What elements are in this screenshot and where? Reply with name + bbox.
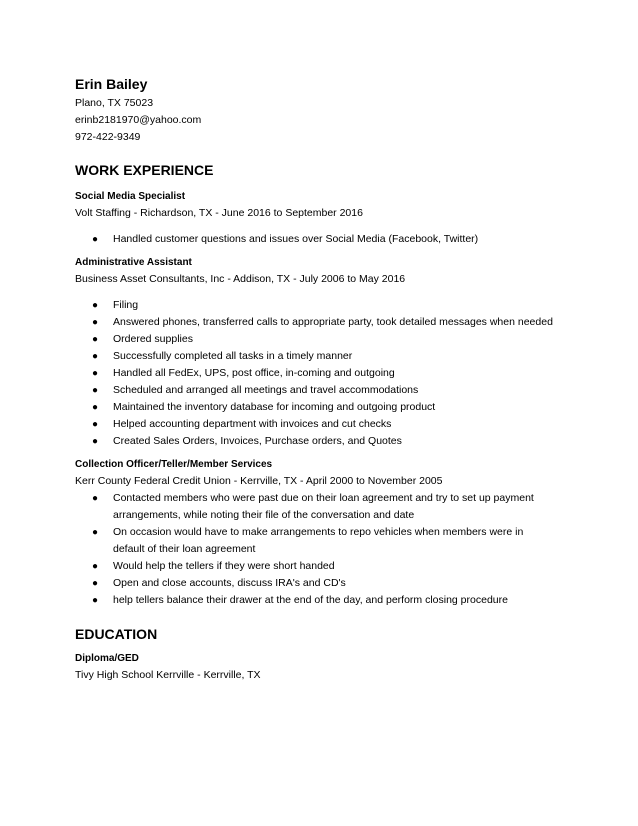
duty-list [75, 490, 595, 609]
job-company: Kerr County Federal Credit Union - Kerrville, TX - April 2000 to November 2005 [75, 475, 443, 487]
duty-item: ● Helped accounting department with invoices and cut checks [75, 416, 595, 433]
degree: Diploma/GED [75, 653, 139, 664]
resume-page [75, 75, 595, 684]
job-entry [75, 189, 595, 248]
job-title: Social Media Specialist [75, 191, 186, 202]
duty-item: ● Open and close accounts, discuss IRA's and CD's [75, 575, 595, 592]
bullet-icon: ● [92, 234, 99, 245]
work-experience-heading: WORK EXPERIENCE [75, 162, 214, 178]
job-title: Collection Officer/Teller/Member Services [75, 459, 273, 470]
education-heading: EDUCATION [75, 626, 158, 642]
bullet-icon: ● [92, 493, 99, 504]
job-company: Volt Staffing - Richardson, TX - June 2016 to September 2016 [75, 207, 363, 219]
duty-item: ● Scheduled and arranged all meetings and travel accommodations [75, 382, 595, 399]
bullet-icon: ● [92, 351, 99, 362]
school: Tivy High School Kerrville - Kerrville, TX [75, 669, 261, 681]
duty-item: ● Successfully completed all tasks in a timely manner [75, 348, 595, 365]
bullet-icon: ● [92, 300, 99, 311]
candidate-name: Erin Bailey [75, 76, 148, 92]
phone: 972-422-9349 [75, 131, 141, 143]
education-entry [75, 651, 595, 684]
bullet-icon: ● [92, 436, 99, 447]
bullet-icon: ● [92, 402, 99, 413]
bullet-icon: ● [92, 561, 99, 572]
bullet-icon: ● [92, 578, 99, 589]
duty-item: ● Maintained the inventory database for incoming and outgoing product [75, 399, 595, 416]
duty-item: ● help tellers balance their drawer at the end of the day, and perform closing procedure [75, 592, 595, 609]
job-entry [75, 255, 595, 450]
bullet-icon: ● [92, 419, 99, 430]
job-title: Administrative Assistant [75, 257, 192, 268]
job-entry [75, 457, 595, 609]
duty-item: ● Ordered supplies [75, 331, 595, 348]
duty-item: ● Answered phones, transferred calls to appropriate party, took detailed messages when needed [75, 314, 595, 331]
bullet-icon: ● [92, 317, 99, 328]
duty-item: ● Created Sales Orders, Invoices, Purchase orders, and Quotes [75, 433, 595, 450]
bullet-icon: ● [92, 527, 99, 538]
bullet-icon: ● [92, 334, 99, 345]
bullet-icon: ● [92, 385, 99, 396]
bullet-icon: ● [92, 368, 99, 379]
email: erinb2181970@yahoo.com [75, 114, 202, 126]
duty-item: ● Contacted members who were past due on their loan agreement and try to set up payment arrangements, while noting their file of the conversation and date [92, 492, 534, 521]
bullet-icon: ● [92, 595, 99, 606]
duty-item: ● Filing [75, 297, 595, 314]
duty-item: ● Handled customer questions and issues over Social Media (Facebook, Twitter) [75, 231, 595, 248]
location: Plano, TX 75023 [75, 97, 154, 109]
duty-item: ● Would help the tellers if they were short handed [75, 558, 595, 575]
duty-list [75, 297, 595, 450]
job-company: Business Asset Consultants, Inc - Addison, TX - July 2006 to May 2016 [75, 273, 406, 285]
duty-item: ● Handled all FedEx, UPS, post office, in-coming and outgoing [75, 365, 595, 382]
duty-item: ● On occasion would have to make arrangements to repo vehicles when members were in default of their loan agreement [92, 526, 524, 555]
duty-list [75, 231, 595, 248]
